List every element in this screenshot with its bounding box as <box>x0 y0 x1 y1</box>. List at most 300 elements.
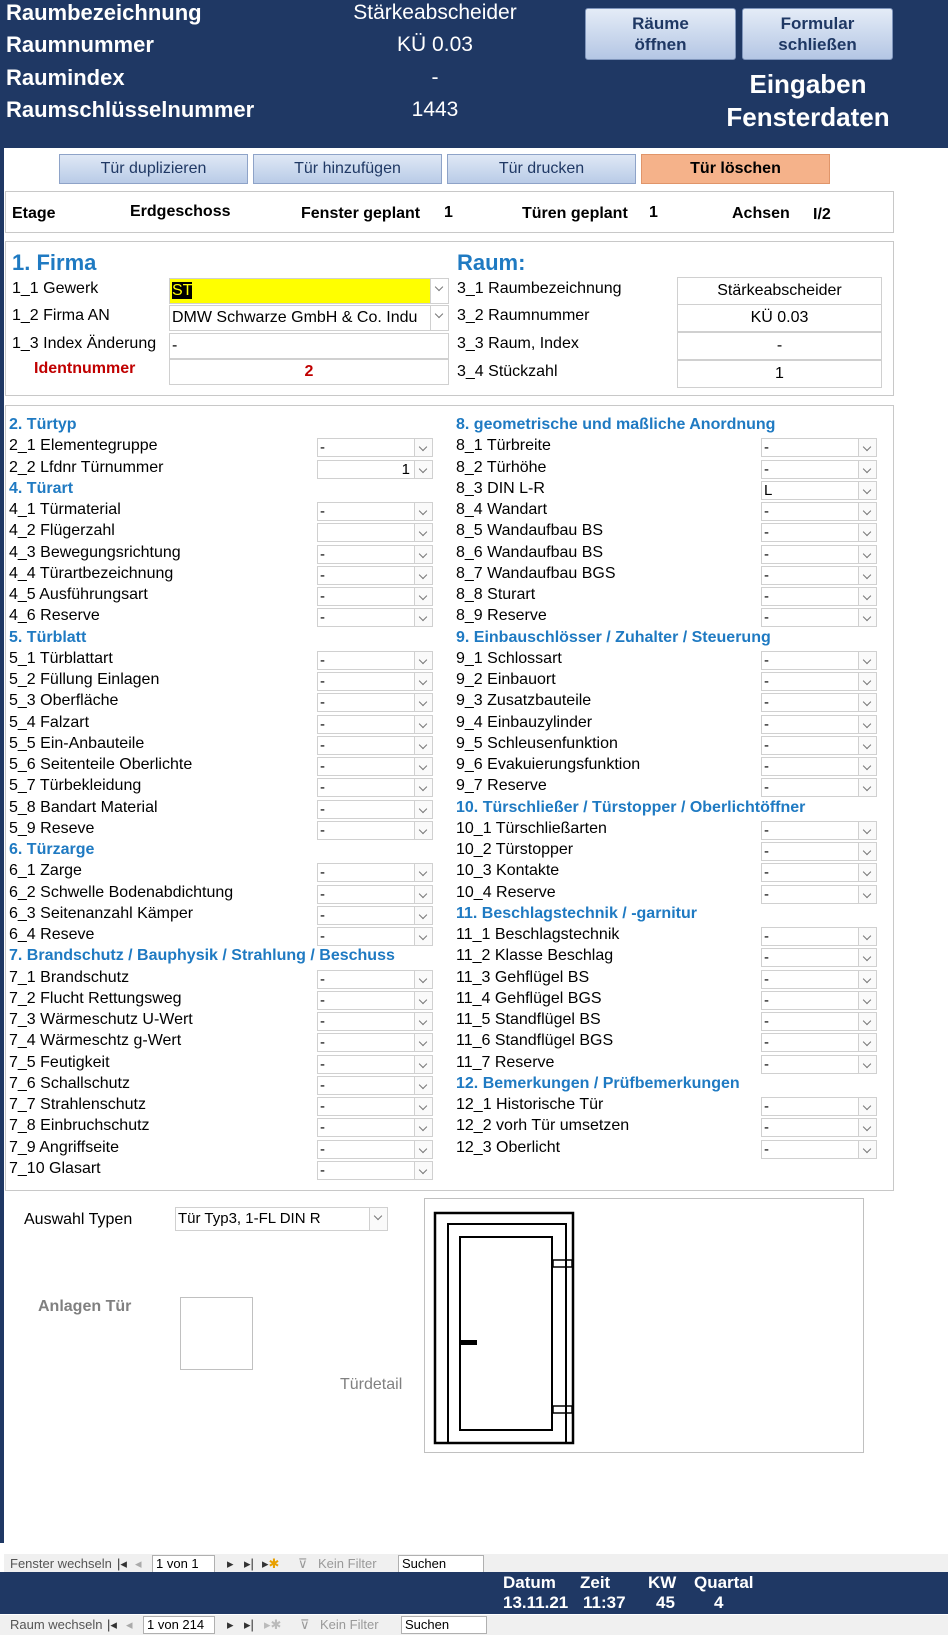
field-label-10-3-kontakte: 10_3 Kontakte <box>456 862 560 879</box>
field-value-9-5-schleusenfunktion: - <box>764 737 769 754</box>
field-label-5-6-seitenteile-oberlichte: 5_6 Seitenteile Oberlichte <box>9 756 193 773</box>
field-value-10-4-reserve: - <box>764 886 769 903</box>
field-label-11-5-standfluegel-bs: 11_5 Standflügel BS <box>456 1011 601 1028</box>
field-label-12-2-vorh-tuer-umsetzen: 12_2 vorh Tür umsetzen <box>456 1117 630 1134</box>
field-select-10-4-reserve[interactable] <box>761 885 877 904</box>
section-7-brandschutz-bauphysik-strahlung-beschuss: 7. Brandschutz / Bauphysik / Strahlung / Beschuss <box>9 947 395 964</box>
field-value-4-5-ausfuehrungsart: - <box>320 588 325 605</box>
chevron-down-icon[interactable] <box>414 758 432 775</box>
door-handle-icon <box>460 1340 477 1345</box>
chevron-down-icon[interactable] <box>858 716 876 733</box>
field-value-8-1-tuerbreite: - <box>764 439 769 456</box>
field-value-7-5-feutigkeit: - <box>320 1056 325 1073</box>
field-label-8-6-wandaufbau-bs: 8_6 Wandaufbau BS <box>456 544 604 561</box>
field-value-4-6-reserve: - <box>320 609 325 626</box>
next-record-icon[interactable]: ▸ <box>227 1556 234 1571</box>
next-record-icon[interactable]: ▸ <box>227 1617 234 1632</box>
field-select-9-2-einbauort[interactable] <box>761 672 877 691</box>
last-record-icon[interactable]: ▸| <box>244 1556 254 1571</box>
nav-raum-search-input[interactable]: Suchen <box>401 1616 487 1634</box>
field-value-8-9-reserve: - <box>764 609 769 626</box>
field-label-9-6-evakuierungsfunktion: 9_6 Evakuierungsfunktion <box>456 756 641 773</box>
nav-fenster-label: Fenster wechseln <box>10 1556 112 1571</box>
kw-value: 45 <box>656 1593 675 1612</box>
field-select-8-8-sturart[interactable] <box>761 587 877 606</box>
field-select-4-5-ausfuehrungsart[interactable] <box>317 587 433 606</box>
anlagen-tuer-label: Anlagen Tür <box>38 1298 132 1315</box>
field-label-10-2-tuerstopper: 10_2 Türstopper <box>456 841 574 858</box>
header-value-raumbezeichnung: Stärkeabscheider <box>353 1 517 24</box>
new-record-icon[interactable]: ▸✱ <box>262 1556 280 1571</box>
field-select-5-8-bandart-material[interactable] <box>317 800 433 819</box>
field-label-11-7-reserve: 11_7 Reserve <box>456 1054 555 1071</box>
chevron-down-icon[interactable] <box>414 1077 432 1094</box>
field-value-8-6-wandaufbau-bs: - <box>764 546 769 563</box>
field-label-6-1-zarge: 6_1 Zarge <box>9 862 82 879</box>
field-select-11-7-reserve[interactable] <box>761 1055 877 1074</box>
chevron-down-icon[interactable] <box>858 1141 876 1158</box>
door-drawing <box>425 1199 865 1454</box>
section-5-tuerblatt: 5. Türblatt <box>9 629 87 646</box>
nav-fenster-filter[interactable]: Kein Filter <box>318 1556 377 1571</box>
tueren-geplant-value: 1 <box>649 204 658 221</box>
chevron-down-icon[interactable] <box>414 588 432 605</box>
field-select-11-4-gehfluegel-bgs[interactable] <box>761 991 877 1010</box>
field-select-11-5-standfluegel-bs[interactable] <box>761 1012 877 1031</box>
field-label-4-5-ausfuehrungsart: 4_5 Ausführungsart <box>9 586 148 603</box>
chevron-down-icon[interactable] <box>414 801 432 818</box>
page-title: Eingaben Fensterdaten <box>726 69 890 132</box>
field-select-5-6-seitenteile-oberlichte[interactable] <box>317 757 433 776</box>
chevron-down-icon[interactable] <box>414 992 432 1009</box>
field-select-4-6-reserve[interactable] <box>317 608 433 627</box>
field-select-4-3-bewegungsrichtung[interactable] <box>317 545 433 564</box>
field-select-5-3-oberflaeche[interactable] <box>317 693 433 712</box>
chevron-down-icon[interactable] <box>858 588 876 605</box>
chevron-down-icon[interactable] <box>414 928 432 945</box>
field-label-12-3-oberlicht: 12_3 Oberlicht <box>456 1139 561 1156</box>
field-label-4-6-reserve: 4_6 Reserve <box>9 607 100 624</box>
field-label-5-2-fuellung-einlagen: 5_2 Füllung Einlagen <box>9 671 160 688</box>
nav-raum-record-input[interactable]: 1 von 214 <box>143 1616 215 1634</box>
chevron-down-icon[interactable] <box>414 609 432 626</box>
field-select-7-7-strahlenschutz[interactable] <box>317 1097 433 1116</box>
field-label-9-7-reserve: 9_7 Reserve <box>456 777 547 794</box>
chevron-down-icon[interactable] <box>414 822 432 839</box>
field-value-9-4-einbauzylinder: - <box>764 716 769 733</box>
field-label-5-9-reseve: 5_9 Reseve <box>9 820 95 837</box>
chevron-down-icon[interactable] <box>858 992 876 1009</box>
chevron-down-icon[interactable] <box>414 1141 432 1158</box>
etage-label: Etage <box>12 205 56 222</box>
chevron-down-icon[interactable] <box>414 1034 432 1051</box>
field-select-5-7-tuerbekleidung[interactable] <box>317 778 433 797</box>
info-bar <box>5 191 894 233</box>
zeit-value: 11:37 <box>583 1593 626 1612</box>
field-label-6-2-schwelle-bodenabdichtung: 6_2 Schwelle Bodenabdichtung <box>9 884 234 901</box>
anlagen-tuer-attachment[interactable] <box>180 1297 253 1370</box>
field-select-12-3-oberlicht[interactable] <box>761 1140 877 1159</box>
prev-record-icon[interactable]: ◂ <box>126 1617 133 1632</box>
field-label-7-5-feutigkeit: 7_5 Feutigkeit <box>9 1054 110 1071</box>
field-value-5-1-tuerblattart: - <box>320 652 325 669</box>
chevron-down-icon[interactable] <box>858 546 876 563</box>
chevron-down-icon[interactable] <box>858 439 876 456</box>
field-select-7-4-waermeschtz-g-wert[interactable] <box>317 1033 433 1052</box>
raum-value-stueckzahl: 1 <box>677 360 882 388</box>
chevron-down-icon[interactable] <box>858 482 876 499</box>
field-label-8-1-tuerbreite: 8_1 Türbreite <box>456 437 551 454</box>
chevron-down-icon[interactable] <box>414 567 432 584</box>
header-value-raumnummer: KÜ 0.03 <box>397 33 473 56</box>
field-label-4-1-tuermaterial: 4_1 Türmaterial <box>9 501 121 518</box>
chevron-down-icon[interactable] <box>858 864 876 881</box>
field-value-8-5-wandaufbau-bs: - <box>764 524 769 541</box>
chevron-down-icon[interactable] <box>858 1098 876 1115</box>
field-value-5-6-seitenteile-oberlichte: - <box>320 758 325 775</box>
field-value-11-3-gehfluegel-bs: - <box>764 971 769 988</box>
field-label-4-4-tuerartbezeichnung: 4_4 Türartbezeichnung <box>9 565 174 582</box>
field-select-7-5-feutigkeit[interactable] <box>317 1055 433 1074</box>
chevron-down-icon[interactable] <box>430 279 448 303</box>
raum-label-nummer: 3_2 Raumnummer <box>457 307 590 324</box>
prev-record-icon[interactable]: ◂ <box>135 1556 142 1571</box>
field-label-5-3-oberflaeche: 5_3 Oberfläche <box>9 692 119 709</box>
firma-an-label: 1_2 Firma AN <box>12 307 110 324</box>
header-label-raumschluessel: Raumschlüsselnummer <box>6 97 255 122</box>
chevron-down-icon[interactable] <box>414 886 432 903</box>
field-value-7-9-angriffseite: - <box>320 1141 325 1158</box>
last-record-icon[interactable]: ▸| <box>244 1617 254 1632</box>
header-label-raumnummer: Raumnummer <box>6 32 154 57</box>
field-label-7-1-brandschutz: 7_1 Brandschutz <box>9 969 130 986</box>
raum-label-index: 3_3 Raum, Index <box>457 335 579 352</box>
section-4-tuerart: 4. Türart <box>9 480 74 497</box>
chevron-down-icon[interactable] <box>414 503 432 520</box>
field-select-5-9-reseve[interactable] <box>317 821 433 840</box>
field-select-11-6-standfluegel-bgs[interactable] <box>761 1033 877 1052</box>
field-select-6-4-reseve[interactable] <box>317 927 433 946</box>
field-value-7-10-glasart: - <box>320 1162 325 1179</box>
auswahl-typen-value: Tür Typ3, 1-FL DIN R <box>178 1210 321 1227</box>
chevron-down-icon[interactable] <box>858 843 876 860</box>
field-label-2-1-elementegruppe: 2_1 Elementegruppe <box>9 437 158 454</box>
raum-title: Raum: <box>457 250 526 275</box>
chevron-down-icon[interactable] <box>858 779 876 796</box>
firma-raum-panel <box>5 241 894 396</box>
field-select-12-1-historische-tuer[interactable] <box>761 1097 877 1116</box>
chevron-down-icon[interactable] <box>858 694 876 711</box>
new-record-icon[interactable]: ▸✱ <box>264 1617 282 1632</box>
chevron-down-icon[interactable] <box>858 1013 876 1030</box>
field-value-5-5-ein-anbauteile: - <box>320 737 325 754</box>
field-label-11-6-standfluegel-bgs: 11_6 Standflügel BGS <box>456 1032 614 1049</box>
field-select-8-3-din-l-r[interactable] <box>761 481 877 500</box>
chevron-down-icon[interactable] <box>858 1034 876 1051</box>
field-select-11-1-beschlagstechnik[interactable] <box>761 927 877 946</box>
chevron-down-icon[interactable] <box>414 1098 432 1115</box>
field-label-7-2-flucht-rettungsweg: 7_2 Flucht Rettungsweg <box>9 990 182 1007</box>
fenster-geplant-value: 1 <box>444 204 453 221</box>
chevron-down-icon[interactable] <box>858 1119 876 1136</box>
gewerk-value: ST <box>172 282 193 299</box>
field-select-10-3-kontakte[interactable] <box>761 863 877 882</box>
field-label-5-7-tuerbekleidung: 5_7 Türbekleidung <box>9 777 142 794</box>
datum-label: Datum <box>503 1573 556 1592</box>
field-select-7-9-angriffseite[interactable] <box>317 1140 433 1159</box>
field-label-11-4-gehfluegel-bgs: 11_4 Gehflügel BGS <box>456 990 602 1007</box>
field-label-7-10-glasart: 7_10 Glasart <box>9 1160 101 1177</box>
chevron-down-icon[interactable] <box>414 439 432 456</box>
hinge-top-icon <box>553 1260 572 1267</box>
field-label-2-2-lfdnr-tuernummer: 2_2 Lfdnr Türnummer <box>9 459 164 476</box>
field-select-8-5-wandaufbau-bs[interactable] <box>761 523 877 542</box>
field-label-10-1-tuerschliessarten: 10_1 Türschließarten <box>456 820 607 837</box>
field-value-6-1-zarge: - <box>320 864 325 881</box>
chevron-down-icon[interactable] <box>858 503 876 520</box>
chevron-down-icon[interactable] <box>414 907 432 924</box>
field-select-10-1-tuerschliessarten[interactable] <box>761 821 877 840</box>
chevron-down-icon[interactable] <box>858 758 876 775</box>
field-label-4-2-fluegerzahl: 4_2 Flügerzahl <box>9 522 115 539</box>
first-record-icon[interactable]: |◂ <box>117 1556 127 1571</box>
add-door-button[interactable]: Tür hinzufügen <box>253 154 442 184</box>
left-border <box>0 148 4 1543</box>
field-label-8-7-wandaufbau-bgs: 8_7 Wandaufbau BGS <box>456 565 616 582</box>
field-select-7-6-schallschutz[interactable] <box>317 1076 433 1095</box>
chevron-down-icon[interactable] <box>414 546 432 563</box>
field-value-6-3-seitenanzahl-kaemper: - <box>320 907 325 924</box>
field-label-8-5-wandaufbau-bs: 8_5 Wandaufbau BS <box>456 522 604 539</box>
raeume-oeffnen-button[interactable]: Räume öffnen <box>585 8 736 60</box>
field-select-7-8-einbruchschutz[interactable] <box>317 1118 433 1137</box>
header-label-raumbezeichnung: Raumbezeichnung <box>6 0 202 25</box>
chevron-down-icon[interactable] <box>858 652 876 669</box>
chevron-down-icon[interactable] <box>858 609 876 626</box>
field-value-8-8-sturart: - <box>764 588 769 605</box>
field-value-11-6-standfluegel-bgs: - <box>764 1034 769 1051</box>
field-value-11-7-reserve: - <box>764 1056 769 1073</box>
field-select-8-2-tuerhoehe[interactable] <box>761 460 877 479</box>
field-value-9-7-reserve: - <box>764 779 769 796</box>
field-select-5-1-tuerblattart[interactable] <box>317 651 433 670</box>
chevron-down-icon[interactable] <box>430 306 448 330</box>
field-select-5-5-ein-anbauteile[interactable] <box>317 736 433 755</box>
chevron-down-icon[interactable] <box>414 716 432 733</box>
chevron-down-icon[interactable] <box>858 737 876 754</box>
tueren-geplant-label: Türen geplant <box>522 205 628 222</box>
field-value-7-1-brandschutz: - <box>320 971 325 988</box>
raum-value-bezeichnung: Stärkeabscheider <box>677 277 882 305</box>
field-select-9-5-schleusenfunktion[interactable] <box>761 736 877 755</box>
chevron-down-icon[interactable] <box>858 928 876 945</box>
chevron-down-icon[interactable] <box>858 822 876 839</box>
fenster-geplant-label: Fenster geplant <box>301 205 421 222</box>
index-aenderung-label: 1_3 Index Änderung <box>12 335 157 352</box>
header <box>0 0 948 148</box>
field-value-5-3-oberflaeche: - <box>320 694 325 711</box>
field-label-7-6-schallschutz: 7_6 Schallschutz <box>9 1075 130 1092</box>
nav-fenster-search-input[interactable]: Suchen <box>398 1555 484 1573</box>
field-label-5-4-falzart: 5_4 Falzart <box>9 714 90 731</box>
index-aenderung-field[interactable] <box>169 333 449 359</box>
field-select-9-1-schlossart[interactable] <box>761 651 877 670</box>
chevron-down-icon[interactable] <box>858 1056 876 1073</box>
field-value-11-2-klasse-beschlag: - <box>764 949 769 966</box>
field-value-5-8-bandart-material: - <box>320 801 325 818</box>
identnummer-label: Identnummer <box>34 360 136 377</box>
field-value-6-2-schwelle-bodenabdichtung: - <box>320 886 325 903</box>
section-10-tuerschliesser-tuerstopper-oberlichtoeffner: 10. Türschließer / Türstopper / Oberlichtöffner <box>456 799 806 816</box>
firma-an-select[interactable] <box>169 305 449 331</box>
chevron-down-icon[interactable] <box>858 886 876 903</box>
field-label-6-4-reseve: 6_4 Reseve <box>9 926 95 943</box>
auswahl-typen-label: Auswahl Typen <box>24 1211 133 1228</box>
chevron-down-icon[interactable] <box>858 949 876 966</box>
chevron-down-icon[interactable] <box>414 1119 432 1136</box>
field-select-7-10-glasart[interactable] <box>317 1161 433 1180</box>
filter-icon[interactable]: ⊽ <box>300 1617 310 1632</box>
chevron-down-icon[interactable] <box>414 694 432 711</box>
field-select-8-7-wandaufbau-bgs[interactable] <box>761 566 877 585</box>
field-label-9-1-schlossart: 9_1 Schlossart <box>456 650 562 667</box>
field-label-7-4-waermeschtz-g-wert: 7_4 Wärmeschtz g-Wert <box>9 1032 182 1049</box>
chevron-down-icon[interactable] <box>858 461 876 478</box>
footer-bar <box>0 1572 948 1614</box>
chevron-down-icon[interactable] <box>414 673 432 690</box>
field-label-5-8-bandart-material: 5_8 Bandart Material <box>9 799 158 816</box>
field-select-11-2-klasse-beschlag[interactable] <box>761 948 877 967</box>
nav-raum-label: Raum wechseln <box>10 1617 103 1632</box>
field-value-9-2-einbauort: - <box>764 673 769 690</box>
chevron-down-icon[interactable] <box>414 652 432 669</box>
tuerdetail-frame <box>424 1198 864 1453</box>
field-value-4-3-bewegungsrichtung: - <box>320 546 325 563</box>
chevron-down-icon[interactable] <box>414 461 432 478</box>
firma-title: 1. Firma <box>12 250 97 275</box>
field-select-11-3-gehfluegel-bs[interactable] <box>761 970 877 989</box>
field-select-6-2-schwelle-bodenabdichtung[interactable] <box>317 885 433 904</box>
field-select-9-4-einbauzylinder[interactable] <box>761 715 877 734</box>
datum-value: 13.11.21 <box>503 1593 569 1612</box>
chevron-down-icon[interactable] <box>858 673 876 690</box>
field-value-10-1-tuerschliessarten: - <box>764 822 769 839</box>
field-value-6-4-reseve: - <box>320 928 325 945</box>
tuerdetail-label: Türdetail <box>340 1376 403 1393</box>
field-label-8-9-reserve: 8_9 Reserve <box>456 607 547 624</box>
field-select-10-2-tuerstopper[interactable] <box>761 842 877 861</box>
first-record-icon[interactable]: |◂ <box>107 1617 117 1632</box>
field-value-12-1-historische-tuer: - <box>764 1098 769 1115</box>
field-value-5-2-fuellung-einlagen: - <box>320 673 325 690</box>
field-select-9-7-reserve[interactable] <box>761 778 877 797</box>
print-door-button[interactable]: Tür drucken <box>447 154 636 184</box>
field-label-11-1-beschlagstechnik: 11_1 Beschlagstechnik <box>456 926 620 943</box>
formular-schliessen-button[interactable]: Formular schließen <box>742 8 893 60</box>
field-label-10-4-reserve: 10_4 Reserve <box>456 884 556 901</box>
field-value-7-2-flucht-rettungsweg: - <box>320 992 325 1009</box>
field-label-4-3-bewegungsrichtung: 4_3 Bewegungsrichtung <box>9 544 181 561</box>
field-select-7-2-flucht-rettungsweg[interactable] <box>317 991 433 1010</box>
chevron-down-icon[interactable] <box>369 1208 387 1230</box>
field-value-7-8-einbruchschutz: - <box>320 1119 325 1136</box>
section-8-geometrische-und-massliche-anordnung: 8. geometrische und maßliche Anordnung <box>456 416 776 433</box>
chevron-down-icon[interactable] <box>414 1056 432 1073</box>
field-label-5-1-tuerblattart: 5_1 Türblattart <box>9 650 113 667</box>
field-label-8-8-sturart: 8_8 Sturart <box>456 586 536 603</box>
field-select-8-6-wandaufbau-bs[interactable] <box>761 545 877 564</box>
field-select-7-3-waermeschutz-u-wert[interactable] <box>317 1012 433 1031</box>
chevron-down-icon[interactable] <box>414 1013 432 1030</box>
field-value-11-5-standfluegel-bs: - <box>764 1013 769 1030</box>
duplicate-door-button[interactable]: Tür duplizieren <box>59 154 248 184</box>
filter-icon[interactable]: ⊽ <box>298 1556 308 1571</box>
field-label-7-3-waermeschutz-u-wert: 7_3 Wärmeschutz U-Wert <box>9 1011 193 1028</box>
identnummer-value: 2 <box>169 359 449 385</box>
header-value-raumindex: - <box>431 66 439 89</box>
chevron-down-icon[interactable] <box>858 567 876 584</box>
field-label-7-9-angriffseite: 7_9 Angriffseite <box>9 1139 120 1156</box>
field-value-2-2-lfdnr-tuernummer: 1 <box>401 461 410 478</box>
field-value-4-1-tuermaterial: - <box>320 503 325 520</box>
field-value-8-3-din-l-r: L <box>764 482 773 499</box>
field-select-9-3-zusatzbauteile[interactable] <box>761 693 877 712</box>
field-select-4-1-tuermaterial[interactable] <box>317 502 433 521</box>
zeit-label: Zeit <box>580 1573 611 1592</box>
field-select-8-4-wandart[interactable] <box>761 502 877 521</box>
field-value-8-7-wandaufbau-bgs: - <box>764 567 769 584</box>
field-value-12-2-vorh-tuer-umsetzen: - <box>764 1119 769 1136</box>
field-select-2-1-elementegruppe[interactable] <box>317 438 433 457</box>
chevron-down-icon[interactable] <box>414 737 432 754</box>
field-select-8-1-tuerbreite[interactable] <box>761 438 877 457</box>
field-label-11-2-klasse-beschlag: 11_2 Klasse Beschlag <box>456 947 614 964</box>
delete-door-button[interactable]: Tür löschen <box>641 154 830 184</box>
field-select-4-4-tuerartbezeichnung[interactable] <box>317 566 433 585</box>
field-select-6-1-zarge[interactable] <box>317 863 433 882</box>
field-select-5-2-fuellung-einlagen[interactable] <box>317 672 433 691</box>
chevron-down-icon[interactable] <box>858 524 876 541</box>
field-select-6-3-seitenanzahl-kaemper[interactable] <box>317 906 433 925</box>
field-value-2-1-elementegruppe: - <box>320 439 325 456</box>
chevron-down-icon[interactable] <box>414 1162 432 1179</box>
field-select-9-6-evakuierungsfunktion[interactable] <box>761 757 877 776</box>
auswahl-typen-select[interactable] <box>175 1207 388 1231</box>
chevron-down-icon[interactable] <box>414 779 432 796</box>
field-select-7-1-brandschutz[interactable] <box>317 970 433 989</box>
field-label-9-3-zusatzbauteile: 9_3 Zusatzbauteile <box>456 692 592 709</box>
field-select-5-4-falzart[interactable] <box>317 715 433 734</box>
nav-fenster-record-input[interactable]: 1 von 1 <box>152 1555 215 1573</box>
field-select-4-2-fluegerzahl[interactable] <box>317 523 433 542</box>
field-value-9-6-evakuierungsfunktion: - <box>764 758 769 775</box>
section-6-tuerzarge: 6. Türzarge <box>9 841 95 858</box>
field-select-12-2-vorh-tuer-umsetzen[interactable] <box>761 1118 877 1137</box>
gewerk-select[interactable] <box>169 278 449 304</box>
chevron-down-icon[interactable] <box>858 971 876 988</box>
field-value-4-4-tuerartbezeichnung: - <box>320 567 325 584</box>
chevron-down-icon[interactable] <box>414 524 432 541</box>
header-value-raumschluessel: 1443 <box>411 98 459 121</box>
field-label-12-1-historische-tuer: 12_1 Historische Tür <box>456 1096 604 1113</box>
nav-raum-filter[interactable]: Kein Filter <box>320 1617 379 1632</box>
field-select-2-2-lfdnr-tuernummer[interactable] <box>317 460 433 479</box>
chevron-down-icon[interactable] <box>414 971 432 988</box>
chevron-down-icon[interactable] <box>414 864 432 881</box>
nav-fenster <box>4 1554 948 1574</box>
field-select-8-9-reserve[interactable] <box>761 608 877 627</box>
raum-value-nummer: KÜ 0.03 <box>677 304 882 332</box>
